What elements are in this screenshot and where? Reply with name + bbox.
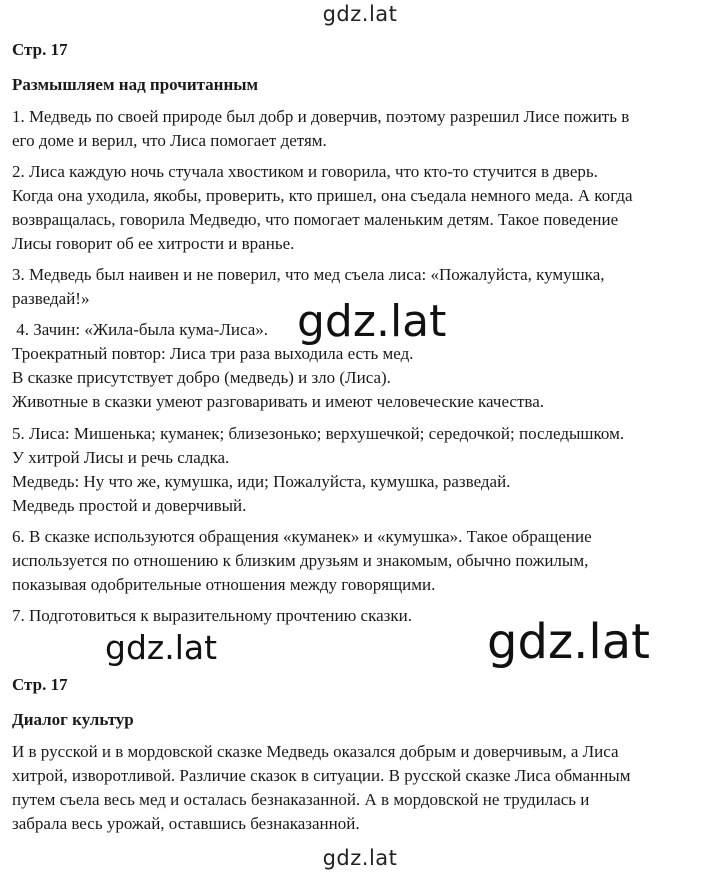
text-line: его доме и верил, что Лиса помогает детям.: [12, 131, 327, 150]
paragraph-1: [12, 105, 698, 153]
paragraph-5: [12, 422, 698, 518]
paragraph-2: [12, 160, 698, 256]
page-label-2: Стр. 17: [12, 675, 68, 694]
text-line: Медведь: Ну что же, кумушка, иди; Пожалуйста, кумушка, разведай.: [12, 472, 511, 491]
text-line: 1. Медведь по своей природе был добр и доверчив, поэтому разрешил Лисе пожить в: [12, 107, 630, 126]
watermark-bottom: gdz.lat: [322, 846, 398, 870]
text-line: 7. Подготовиться к выразительному прочтению сказки.: [12, 606, 412, 625]
paragraph-6: [12, 525, 698, 597]
text-line: 4. Зачин: «Жила-была кума-Лиса».: [12, 320, 269, 339]
text-line: В сказке присутствует добро (медведь) и зло (Лиса).: [12, 368, 391, 387]
text-line: 3. Медведь был наивен и не поверил, что мед съела лиса: «Пожалуйста, кумушка,: [12, 265, 605, 284]
text-line: Троекратный повтор: Лиса три раза выходила есть мед.: [12, 344, 414, 363]
text-line: У хитрой Лисы и речь сладка.: [12, 448, 230, 467]
watermark-middle: gdz.lat: [297, 296, 447, 347]
text-line: Когда она уходила, якобы, проверить, кто пришел, она съедала немного меда. А когда: [12, 186, 633, 205]
text-line: возвращалась, говорила Медведю, что помогает маленьким детям. Такое поведение: [12, 210, 619, 229]
text-line: И в русской и в мордовской сказке Медведь оказался добрым и доверчивым, а Лиса: [12, 742, 619, 761]
text-line: разведай!»: [12, 289, 90, 308]
text-line: путем съела весь мед и осталась безнаказанной. А в мордовской не трудилась и: [12, 790, 590, 809]
text-line: Животные в сказки умеют разговаривать и имеют человеческие качества.: [12, 392, 544, 411]
text-line: Лисы говорит об ее хитрости и вранье.: [12, 234, 295, 253]
text-line: хитрой, изворотливой. Различие сказок в ситуации. В русской сказке Лиса обманным: [12, 766, 631, 785]
text-line: Медведь простой и доверчивый.: [12, 496, 247, 515]
watermark-left: gdz.lat: [105, 628, 218, 667]
text-line: забрала весь урожай, оставшись безнаказанной.: [12, 814, 360, 833]
text-line: показывая одобрительные отношения между говорящими.: [12, 575, 436, 594]
document-page: [12, 0, 712, 877]
paragraph-dialog: [12, 740, 698, 836]
text-line: 6. В сказке используются обращения «куманек» и «кумушка». Такое обращение: [12, 527, 592, 546]
watermark-right: gdz.lat: [487, 614, 650, 670]
text-line: используется по отношению к близким друзьям и знакомым, обычно пожилым,: [12, 551, 589, 570]
text-line: 5. Лиса: Мишенька; куманек; близезонько; верхушечкой; середочкой; последышком.: [12, 424, 625, 443]
section-title-1: Размышляем над прочитанным: [12, 75, 259, 94]
text-line: 2. Лиса каждую ночь стучала хвостиком и говорила, что кто-то стучится в дверь.: [12, 162, 598, 181]
section-title-2: Диалог культур: [12, 710, 134, 729]
page-label-1: Стр. 17: [12, 40, 68, 59]
watermark-top: gdz.lat: [322, 2, 398, 26]
